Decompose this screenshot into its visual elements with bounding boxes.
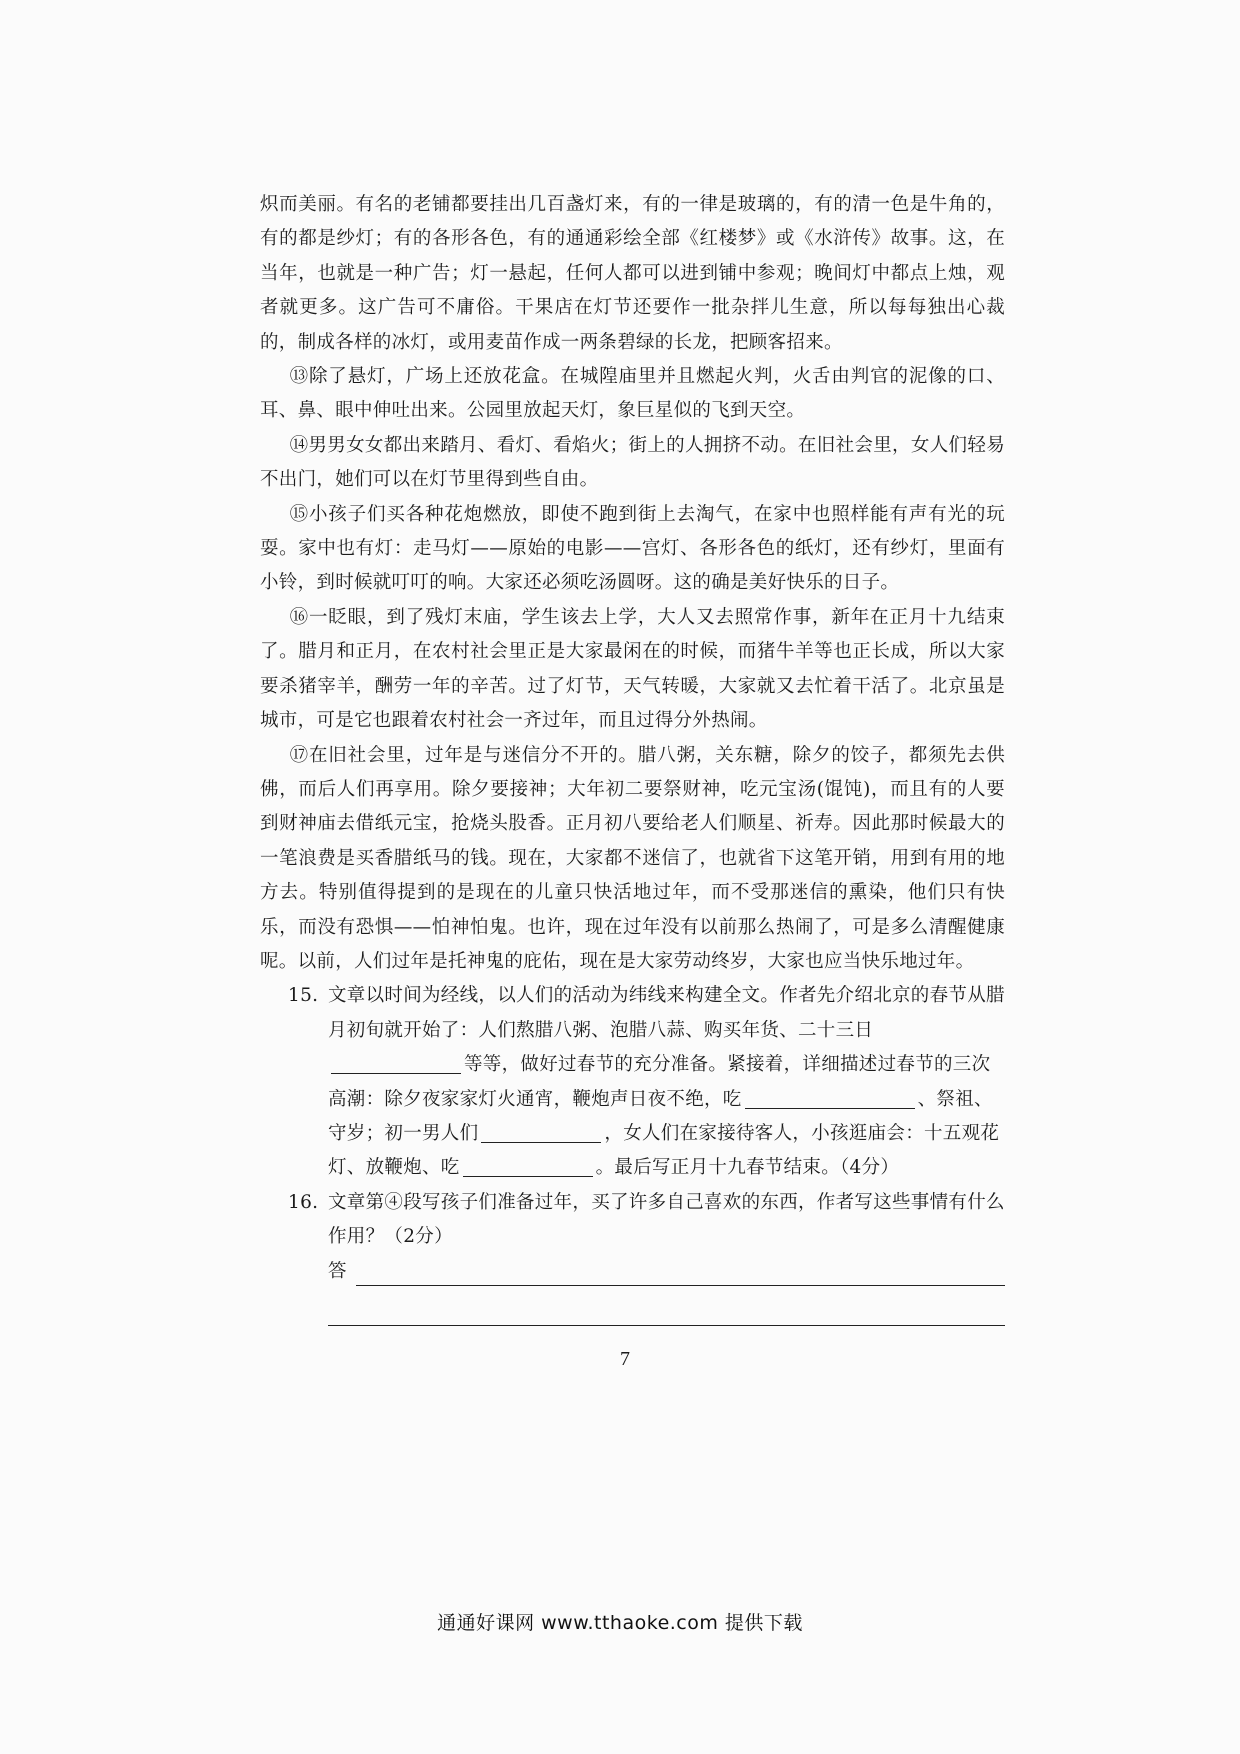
paragraph-17: ⑰在旧社会里，过年是与迷信分不开的。腊八粥，关东糖，除夕的饺子，都须先去供佛，而后人们再享用。除夕要接神；大年初二要祭财神，吃元宝汤(馄饨)，而且有的人要到财神庙去借纸元宝，抢烧头股香。正月初八要给老人们顺星、祈寿。因此那时候最大的一笔浪费是买香腊纸马的钱。现在，大家都不迷信了，也就省下这笔开销，用到有用的地方去。特别值得提到的是现在的儿童只快活地过年，而不受那迷信的熏染，他们只有快乐，而没有恐惧——怕神怕鬼。也许，现在过年没有以前那么热闹了，可是多么清醒健康呢。以前，人们过年是托神鬼的庇佑，现在是大家劳动终岁，大家也应当快乐地过年。	[260, 744, 1005, 972]
paragraph-16: ⑯一眨眼，到了残灯末庙，学生该去上学，大人又去照常作事，新年在正月十九结束了。腊月和正月，在农村社会里正是大家最闲在的时候，而猪牛羊等也正长成，所以大家要杀猪宰羊，酬劳一年的辛苦。过了灯节，天气转暖，大家就又去忙着干活了。北京虽是城市，可是它也跟着农村社会一齐过年，而且过得分外热闹。	[260, 606, 1005, 732]
footer-watermark: 通通好课网 www.tthaoke.com 提供下载	[437, 1612, 803, 1634]
question-16	[260, 1186, 1005, 1255]
question-15-blank-2[interactable]	[745, 1086, 915, 1109]
answer-line-2[interactable]	[328, 1325, 1005, 1326]
question-15-text-5: 。最后写正月十九春节结束。（4分）	[595, 1157, 900, 1179]
paragraph-13: ⑬除了悬灯，广场上还放花盒。在城隍庙里并且燃起火判，火舌由判官的泥像的口、耳、鼻、眼中伸吐出来。公园里放起天灯，象巨星似的飞到天空。	[260, 366, 1005, 422]
question-15-blank-1[interactable]	[331, 1051, 461, 1074]
paragraph-14: ⑭男男女女都出来踏月、看灯、看焰火；街上的人拥挤不动。在旧社会里，女人们轻易不出门，她们可以在灯节里得到些自由。	[260, 434, 1005, 491]
question-15	[260, 979, 1005, 1185]
question-15-blank-3[interactable]	[481, 1120, 601, 1143]
question-16-number: 16.	[288, 1191, 319, 1213]
question-15-text-1: 文章以时间为经线，以人们的活动为纬线来构建全文。作者先介绍北京的春节从腊月初旬就开始了：人们熬腊八粥、泡腊八蒜、购买年货、二十三日	[328, 985, 1005, 1041]
question-16-answer-area	[260, 1255, 1005, 1297]
question-15-blank-4[interactable]	[463, 1154, 593, 1177]
page-number: 7	[620, 1348, 630, 1370]
paragraph-15: ⑮小孩子们买各种花炮燃放，即使不跑到街上去淘气，在家中也照样能有声有光的玩耍。家中也有灯：走马灯——原始的电影——宫灯、各形各色的纸灯，还有纱灯，里面有小铃，到时候就叮叮的响。大家还必须吃汤圆呀。这的确是美好快乐的日子。	[260, 503, 1005, 594]
question-16-text: 文章第④段写孩子们准备过年，买了许多自己喜欢的东西，作者写这些事情有什么作用？（2分）	[328, 1191, 1005, 1248]
answer-prefix: 答	[328, 1260, 347, 1282]
answer-line-1[interactable]	[356, 1285, 1005, 1286]
paragraph-continued: 炽而美丽。有名的老铺都要挂出几百盏灯来，有的一律是玻璃的，有的清一色是牛角的，有的都是纱灯；有的各形各色，有的通通彩绘全部《红楼梦》或《水浒传》故事。这，在当年，也就是一种广告；灯一悬起，任何人都可以进到铺中参观；晚间灯中都点上烛，观者就更多。这广告可不庸俗。干果店在灯节还要作一批杂拌儿生意，所以每每独出心裁的，制成各样的冰灯，或用麦苗作成一两条碧绿的长龙，把顾客招来。	[260, 194, 1005, 353]
question-15-text-3: 、祭祖、守岁；初一男人们	[328, 1088, 993, 1144]
question-15-number: 15.	[288, 985, 319, 1007]
document-body	[260, 188, 1005, 1297]
question-15-text-4: ，女人们在家接待客人，小孩逛庙会：十五观花灯、放鞭炮、吃	[328, 1122, 1000, 1179]
question-15-text-2: 等等，做好过春节的充分准备。紧接着，详细描述过春节的三次高潮：除夕夜家家灯火通宵，鞭炮声日夜不绝，吃	[328, 1054, 991, 1110]
